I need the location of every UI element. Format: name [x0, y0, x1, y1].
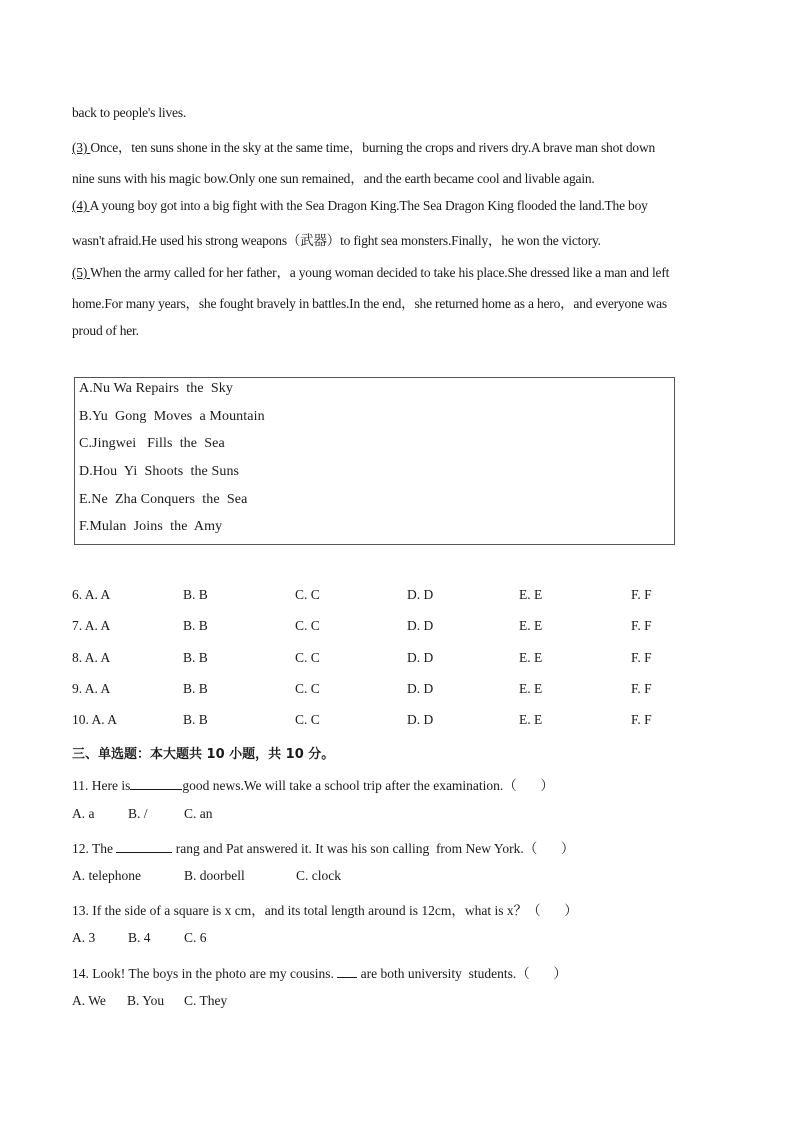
choice-c[interactable]: C. an	[184, 806, 213, 821]
choice-c[interactable]: C. They	[184, 993, 228, 1008]
choice-a[interactable]: 9. A. A	[72, 681, 111, 696]
choice-f[interactable]: F. F	[631, 681, 652, 696]
choice-c[interactable]: C. C	[295, 587, 320, 602]
option-c: C.Jingwei Fills the Sea	[79, 436, 225, 451]
option-a: A.Nu Wa Repairs the Sky	[79, 381, 233, 396]
question-text: 11. Here is	[72, 778, 131, 793]
choice-b[interactable]: B. B	[183, 650, 208, 665]
passage-item-4	[72, 198, 648, 214]
answer-row-9	[72, 681, 712, 701]
answer-row-6	[72, 587, 712, 607]
option-f: F.Mulan Joins the Amy	[79, 519, 223, 534]
question-text: are both university students.（ ）	[357, 966, 567, 981]
choice-b[interactable]: B. B	[183, 618, 208, 633]
question-text: 14. Look! The boys in the photo are my cousins.	[72, 966, 338, 981]
passage-line: wasn't afraid.He used his strong weapons（武器）to fight sea monsters.Finally，he won the victory.	[72, 233, 601, 248]
section-heading: 三、单选题：本大题共 10 小题，共 10 分。	[72, 747, 335, 762]
item-text: A young boy got into a big fight with the Sea Dragon King.The Sea Dragon King flooded the land.The boy	[89, 198, 648, 213]
choice-b[interactable]: B. B	[183, 681, 208, 696]
choice-a[interactable]: 7. A. A	[72, 618, 111, 633]
choice-e[interactable]: E. E	[519, 650, 543, 665]
question-12	[72, 837, 574, 857]
choice-c[interactable]: C. 6	[184, 930, 207, 945]
question-14	[72, 962, 567, 982]
choice-c[interactable]: C. C	[295, 681, 320, 696]
choice-a[interactable]: 8. A. A	[72, 650, 111, 665]
passage-line: back to people's lives.	[72, 105, 187, 120]
choice-e[interactable]: E. E	[519, 587, 543, 602]
question-13: 13. If the side of a square is x cm，and its total length around is 12cm，what is x？（ ）	[72, 903, 578, 918]
passage-line: proud of her.	[72, 323, 139, 338]
choice-e[interactable]: E. E	[519, 618, 543, 633]
choice-d[interactable]: D. D	[407, 650, 434, 665]
choice-d[interactable]: D. D	[407, 712, 434, 727]
choice-a[interactable]: A. a	[72, 806, 95, 821]
choice-f[interactable]: F. F	[631, 650, 652, 665]
answer-row-10	[72, 712, 712, 732]
choice-b[interactable]: B. B	[183, 712, 208, 727]
answer-row-7	[72, 618, 712, 638]
answer-blank[interactable]	[337, 965, 357, 978]
choice-f[interactable]: F. F	[631, 587, 652, 602]
passage-item-5	[72, 261, 669, 281]
option-d: D.Hou Yi Shoots the Suns	[79, 464, 240, 479]
choice-c[interactable]: C. C	[295, 712, 320, 727]
choice-e[interactable]: E. E	[519, 681, 543, 696]
passage-line: home.For many years，she fought bravely in battles.In the end，she returned home as a hero，and everyone was	[72, 296, 667, 311]
choice-a[interactable]: A. We	[72, 993, 106, 1008]
choice-a[interactable]: 6. A. A	[72, 587, 111, 602]
choice-d[interactable]: D. D	[407, 618, 434, 633]
choices-12	[72, 868, 712, 888]
answer-blank[interactable]	[116, 840, 172, 853]
option-e: E.Ne Zha Conquers the Sea	[79, 492, 248, 507]
question-11	[72, 774, 554, 794]
choice-b[interactable]: B. You	[127, 993, 165, 1008]
item-text: When the army called for her father，a young woman decided to take his place.She dressed like a man and left	[90, 265, 670, 280]
question-text: rang and Pat answered it. It was his son calling from New York.（ ）	[172, 841, 575, 856]
option-b: B.Yu Gong Moves a Mountain	[79, 409, 265, 424]
choice-b[interactable]: B. 4	[128, 930, 151, 945]
choices-13	[72, 930, 712, 950]
question-text: 12. The	[72, 841, 117, 856]
choices-14	[72, 993, 712, 1013]
choice-a[interactable]: 10. A. A	[72, 712, 118, 727]
choice-e[interactable]: E. E	[519, 712, 543, 727]
item-text: Once，ten suns shone in the sky at the same time，burning the crops and rivers dry.A brave man shot down	[90, 140, 656, 155]
choice-b[interactable]: B. doorbell	[184, 868, 245, 883]
passage-item-3	[72, 136, 655, 156]
choice-c[interactable]: C. C	[295, 618, 320, 633]
choice-b[interactable]: B. B	[183, 587, 208, 602]
choice-c[interactable]: C. C	[295, 650, 320, 665]
choice-b[interactable]: B. /	[128, 806, 148, 821]
passage-line: nine suns with his magic bow.Only one sun remained，and the earth became cool and livable again.	[72, 171, 595, 186]
item-number: (5)	[72, 265, 91, 280]
choices-11	[72, 806, 712, 826]
choice-a[interactable]: A. 3	[72, 930, 96, 945]
choice-c[interactable]: C. clock	[296, 868, 341, 883]
choice-f[interactable]: F. F	[631, 618, 652, 633]
answer-row-8	[72, 650, 712, 670]
choice-f[interactable]: F. F	[631, 712, 652, 727]
choice-d[interactable]: D. D	[407, 681, 434, 696]
item-number: (3)	[72, 140, 91, 155]
choice-a[interactable]: A. telephone	[72, 868, 141, 883]
options-box	[74, 377, 675, 545]
question-text: good news.We will take a school trip after the examination.（ ）	[182, 778, 554, 793]
choice-d[interactable]: D. D	[407, 587, 434, 602]
item-number: (4)	[72, 198, 90, 213]
answer-blank[interactable]	[130, 777, 182, 790]
